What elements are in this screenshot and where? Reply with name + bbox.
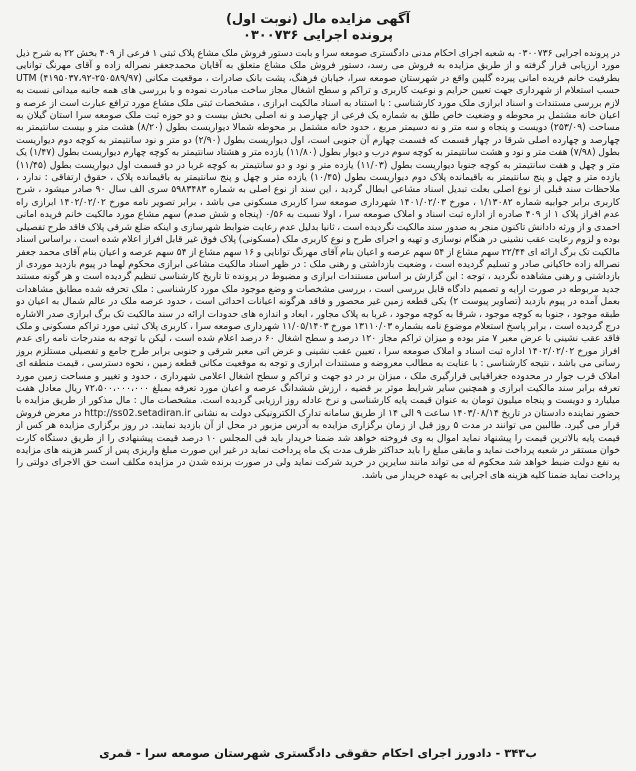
case-number: پرونده اجرایی ۰۳۰۰۷۳۶ (242, 28, 394, 43)
notice-header (16, 12, 620, 44)
notice-signature: ب۳۴۳ - دادورز اجرای احکام حقوقی دادگستری شهرستان صومعه سرا - قمری (99, 746, 537, 760)
notice-body (16, 48, 620, 743)
notice-body-text: در پرونده اجرایی ۰۳۰۰۷۳۶ به شعبه اجرای احکام مدنی دادگستری صومعه سرا و بابت دستور فروش ملک مشاع پلاک ثبتی ۱ فرعی از ۴۰۹ بخش ۲۲ به شرح ذیل مورد ارزیابی قرار گرفته و از طریق مزایده به فروش می رسد، دستور فروش ملک مشاع متعلق به آقایان محمدجعفر نصراله زاده و آقای مهرنگ توانایی بطرفیت خانم فریده امانی پیرده گلپین واقع در شهرستان صومعه سرا، خیابان فرهنگ، پشت بانک صادرات ، موقعیت مکانی UTM (۴۱۹۵۰۳۷،۹۲-۲۵۰۵۸۹/۹۷) حسب استعلام از شهرداری جهت تعیین حرایم و نوعیت کاربری و تراکم و سطح اشغال مجاز ساخت مبادرت نموده و با بررسی های همه جانبه میدانی نسبت به لازم بررسی مستندات و اسناد ابرازی ملک مورد کارشناسی : با استناد به اسناد مالکیت ابرازی ، مشخصات ثبتی ملک مشاع مورد ترافع عبارت است از عرصه و اعیان خانه مشتمل بر محوطه و وضعیت خاص طلق به شماره یک فرعی از چهارصد و نه اصلی بخش بیست و دو حوزه ثبت ملک صومعه سرا استان گیلان به مساحت (۲۵۳/۰۹) دویست و پنجاه و سه متر و نه دسیمتر مربع ، حدود خانه مشتمل بر محوطه شمالا دیواریست بطول (۸/۲۰) هشت متر و بیست سانتیمتر به چهارصد و چهارده اصلی شرقا در چهار قسمت که قسمت چهارم آن جنوبی است، اول دیواریست بطول (۲/۹۰) دو متر و نود سانتیمتر به کوچه دوم دیواریست بطول (۷/۹۸) هفت متر و نود و هشت سانتیمتر به کوچه سوم درب و دیوار بطول (۱۱/۸۰) یازده متر و هشتاد سانتیمتر به کوچه چهارم دیواریست بطول (۱/۴۷) یک متر و چهل و هفت سانتیمتر به کوچه جنوبا دیواریست بطول (۱۱/۰۳) یازده متر و نود و دو سانتیمتر به کوچه غربا در دو قسمت اول دیواریست بطول (۱۱/۴۵) یازده متر و چهل و پنج سانتیمتر به باقیمانده پلاک دوم دیواریست بطول (۱۰/۴۵) یازده متر و چهل و پنج سانتیمتر به باقیمانده پلاک ، حقوق ارتفاقی : ندارد ، ملاحظات سند قبلی از نوع اصلی بعلت تبدیل اسناد مشاعی ابطال گردید ، این سند از نوع اصلی به شماره ۵۹۸۳۴۸۳ سری الف سال ۹۰ صادر میشود ، شرح کاربری برابر جوابیه شماره ۱/۱۳۰۸۲ ، مورخ ۱۴۰۱/۰۲/۰۳ شهرداری صومعه سرا کاربری مسکونی می باشد ، برابر تصویر نامه مورخ ۱۴۰۲/۰۲/۰۲ ابرازی راه عدم افراز پلاک ۱ از ۴۰۹ صادره از اداره ثبت اسناد و املاک صومعه سرا ، اولا نسبت به ۰/۵۶ (پنجاه و شش صدم) سهم مشاع مورد مالکیت خانم فریده امانی احمدی و از ورثه دادانش تاکنون منجر به صدور سند مالکیت نگردیده است ، ثانیا بدلیل عدم رعایت ضوابط شهرسازی و اینکه ضلع شرقی پلاک فاقد طرح تفصیلی بوده و لزوم رعایت عقب نشینی در هنگام نوسازی و تهیه و اجرای طرح و نوع کاربری ملک (مسکونی) پلاک فوق غیر قابل افراز اعلام شده است ، براساس اسناد مالکیت تک برگ ارائه ای ۲۲/۴۴ سهم مشاع از ۵۴ سهم عرصه و اعیان بنام آقای مهرنگ توانایی و ۱۶ سهم مشاع از ۵۴ سهم عرصه و اعیان بنام آقای محمد جعفر نصراله زاده خاکیانی صادر و تسلیم گردیده است ، وضعیت بازداشتی و رهنی ملک : در ظهر اسناد مالکیت مشاعی ابرازی محکوم لهما در پیوم بازدید موردی از بازداشتی و رهنی مشاهده نگردید ، توجه : این گزارش بر اساس مستندات ابرازی و مضبوط در پرونده تا تاریخ کارشناسی تنظیم گردیده است و هر گونه مستند جدید مربوطه در صورت ارایه و تصمیم دادگاه قابل بررسی است ، بررسی مشخصات و وضع موجود ملک مورد کارشناسی : ملک تحرفه شده مطابق مشاهدات بعمل آمده در پیوم بازدید (تصاویر پیوست ۲) یکی قطعه زمین غیر محصور و فاقد هرگونه اعیانات احداثی است ، حدود عرصه ملک در عالم شمال به اعیان دو طبقه موجود ، جنوبا به کوچه موجود ، شرقا به کوچه موجود ، غربا به پلاک مجاور ، ابعاد و اندازه های حدودات ارائه در سند مالکیت تک برگ ابرازی صدر الاشاره درج گردیده است ، برابر پاسخ استعلام موضوع نامه بشماره ۱۳۱۱۰/۰۳ مورخ ۱۱/۰۵/۱۴۰۳ شهرداری صومعه سرا ، کاربری پلاک ثبتی مورد تراکم مسکونی و ملک فاقد عقب نشینی با عرض معبر ۷ متر بوده و میزان تراکم مجاز ۱۲۰ درصد و سطح اشغال ۶۰ درصد اعلام شده است ، لیکن با توجه به مندرجات نامه رای عدم افراز مورخ ۱۴۰۲/۰۲/۰۲ اداره ثبت اسناد و املاک صومعه سرا ، تعیین عقب نشینی و عرض اتی معبر شرقی و جنوبی برابر طرح جامع و تفصیلی مستلزم بروز رسانی می باشد ، نتیجه کارشناسی : با عنایت به مطالب معروضه و مستندات ابرازی و توجه به موقعیت مکانی قطعه زمین ، نحوه دسترسی ، قیمت منطقه ای املاک قرب جوار در محدوده جغرافیایی قرارگیری ملک ، میزان بر در دو جهت و تراکم و سطح اشغال اعلامی شهرداری ، حدود و تغییر و مساحت زمین مورد تعرفه برابر سند مالکیت ابرازی و همچنین سایر شرایط موثر بر قضیه ، ارزش ششدانگ عرصه و اعیان مورد تعرفه بمبلغ ۷۲،۵۰۰،۰۰۰،۰۰۰ ریال معادل هفت میلیارد و دویست و پنجاه میلیون تومان به عنوان قیمت پایه کارشناسی و نرخ عادله روز ارزیابی گردیده است. مشخصات مال : مال مذکور از طریق مزایده با حضور نماینده دادستان در تاریخ ۱۴۰۳/۰۸/۱۴ ساعت ۹ الی ۱۴ از طریق سامانه تدارک الکترونیکی دولت به نشانی http://ss02.setadiran.ir در معرض فروش قرار می گیرد. طالبین می توانند در مدت ۵ روز قبل از زمان برگزاری مزایده به آدرس مزبور در محل از آن بازدید نمایند. در روز برگزاری مزایده هر کس از قیمت پایه بالاترین قیمت را پیشنهاد نماید اموال به وی فروخته خواهد شد ضمنا خریدار باید فی المجلس ۱۰ درصد قیمت پیشنهادی را از طریق دستگاه کارت خوان مستقر در شعبه پرداخت نماید و مابقی مبلغ را باید حداکثر ظرف مدت یک ماه پرداخت نماید در غیر این صورت مبلغ واریزی پس از کسر هزینه های مزایده به نفع دولت ضبط خواهد شد محکوم له می تواند مانند سایرین در خرید شرکت نماید ولی در صورت برنده شدن در مزایده مکلف است حق الاجرای دولتی را پرداخت نماید ضمنا کلیه هزینه های اجرایی به عهده خریدار می باشد. (16, 48, 620, 481)
notice-title: آگهی مزایده مال (نوبت اول) (225, 12, 411, 27)
